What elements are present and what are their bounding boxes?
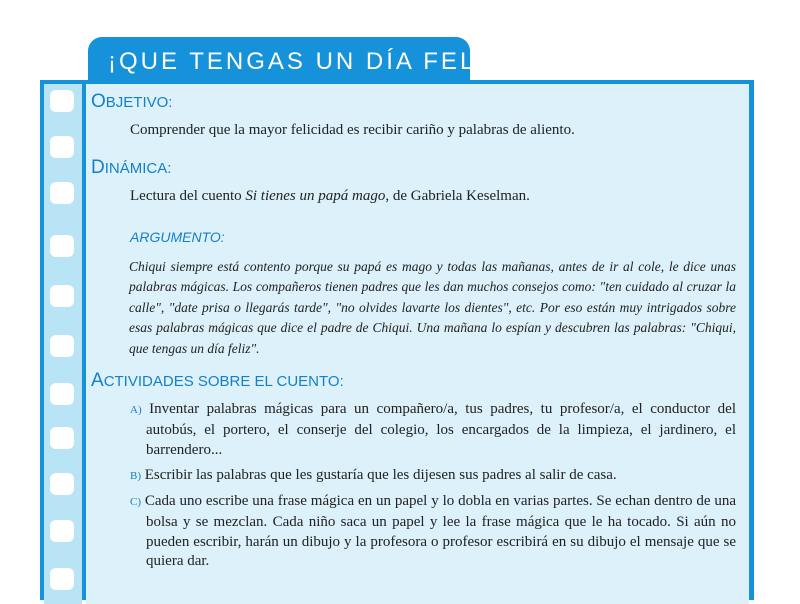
filmstrip-hole [50,285,74,307]
argumento-heading: ARGUMENTO: [130,229,225,245]
filmstrip-hole [50,520,74,542]
filmstrip-hole [50,335,74,357]
activity-letter: B) [130,470,141,482]
activity-item: C) Cada uno escribe una frase mágica en un papel y lo dobla en varias partes. Se echan dentro de una bolsa y se mezclan. Cada niño saca un papel y lee la frase mágica que le ha tocado. Si aún no pueden escribir, harán un dibujo y la profesora o profesor escribirá en su dibujo el mensaje que se quiera dar. [130,493,737,570]
activity-letter: C) [130,496,141,508]
filmstrip-hole [50,568,74,590]
activity-letter: A) [130,404,142,416]
activity-item: B) Escribir las palabras que les gustaría que les dijesen sus padres al salir de casa. [130,467,617,483]
filmstrip-hole [50,383,74,405]
filmstrip-hole [50,427,74,449]
filmstrip-hole [50,136,74,158]
objetivo-text: Comprender que la mayor felicidad es recibir cariño y palabras de aliento. [130,122,575,138]
activity-item: A) Inventar palabras mágicas para un compañero/a, tus padres, tu profesor/a, el conductor del autobús, el portero, el conserje del colegio, los encargados de la limpieza, el jardinero, el barrendero... [130,401,737,458]
objetivo-heading: OBJETIVO: [91,91,173,112]
argumento-text: Chiqui siempre está contento porque su papá es mago y todas las mañanas, antes de ir al cole, le dice unas palabras mágicas. Los compañeros tienen padres que les dan muchos consejos como: "ten cuidado al cruzar la calle", "date prisa o llegarás tarde", "no olvides lavarte los dientes", etc. Por eso están muy intrigados sobre esas palabras mágicas que dice el padre de Chiqui. Una mañana lo espían y descubren las palabras: "Chiqui, que tengas un día feliz". [129,259,736,356]
dinamica-text: Lectura del cuento Si tienes un papá mago, de Gabriela Keselman. [130,188,530,204]
filmstrip-hole [50,235,74,257]
filmstrip-hole [50,182,74,204]
page-title: ¡QUE TENGAS UN DÍA FELIZ! [108,48,514,75]
dinamica-heading: DINÁMICA: [91,157,172,178]
filmstrip-hole [50,473,74,495]
filmstrip-hole [50,90,74,112]
actividades-heading: ACTIVIDADES SOBRE EL CUENTO: [91,370,344,391]
book-title: Si tienes un papá mago [245,188,386,204]
